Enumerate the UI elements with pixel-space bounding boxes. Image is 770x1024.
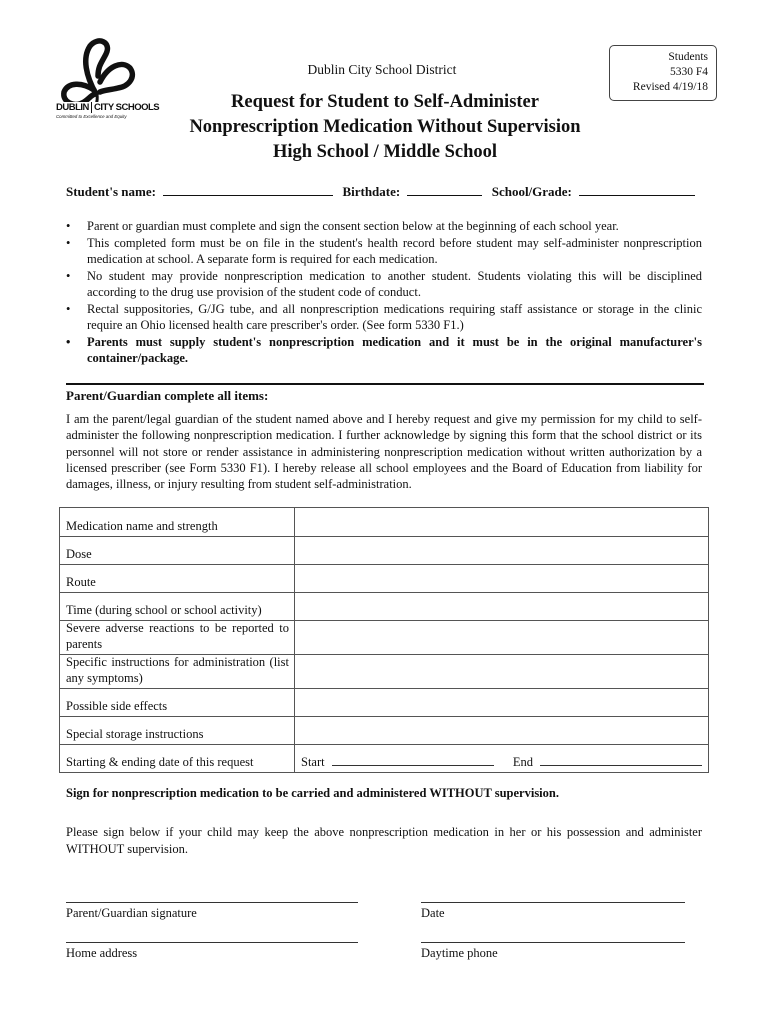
birthdate-label: Birthdate:	[342, 184, 401, 199]
date-field[interactable]	[421, 902, 685, 903]
student-name-label: Student's name:	[66, 184, 156, 199]
stamp-revised: Revised 4/19/18	[632, 81, 708, 93]
logo-wordmark-left: DUBLIN	[56, 102, 89, 113]
time-field[interactable]	[295, 593, 709, 621]
daytime-phone-label: Daytime phone	[421, 946, 498, 960]
title-line-3: High School / Middle School	[272, 142, 498, 162]
home-address-field[interactable]	[66, 942, 358, 943]
row-label: Route	[60, 565, 295, 593]
page-title	[120, 90, 650, 165]
parent-signature-label: Parent/Guardian signature	[66, 906, 197, 920]
instruction-item: • Parent or guardian must complete and sign the consent section below at the beginning of each school year.	[66, 218, 702, 235]
table-row	[60, 655, 709, 689]
row-label: Time (during school or school activity)	[60, 593, 295, 621]
table-row	[60, 593, 709, 621]
title-line-2: Nonprescription Medication Without Supervision	[189, 117, 581, 137]
instructions-field[interactable]	[295, 655, 709, 689]
student-name-field[interactable]	[163, 184, 333, 196]
route-field[interactable]	[295, 565, 709, 593]
medication-name-field[interactable]	[295, 508, 709, 537]
date-label: Date	[421, 906, 445, 920]
section-divider	[66, 383, 704, 385]
sign-section-heading: Sign for nonprescription medication to be carried and administered WITHOUT supervision.	[66, 786, 559, 800]
table-row	[60, 745, 709, 773]
school-grade-field[interactable]	[579, 184, 695, 196]
student-info-line	[66, 184, 716, 200]
sign-instruction: Please sign below if your child may keep the above nonprescription medication in her or his possession and administer WITHOUT supervision.	[66, 825, 702, 856]
row-label: Medication name and strength	[60, 508, 295, 537]
table-row	[60, 689, 709, 717]
instruction-item: • No student may provide nonprescription medication to another student. Students violating this will be disciplined according to the drug use provision of the student code of conduct.	[66, 268, 702, 301]
table-row	[60, 508, 709, 537]
instruction-item: • This completed form must be on file in the student's health record before student may self-administer nonprescription medication at school. A separate form is required for each medication.	[66, 235, 702, 268]
date-range-cell	[295, 745, 709, 773]
row-label: Possible side effects	[60, 689, 295, 717]
district-name: Dublin City School District	[307, 62, 457, 77]
row-label: Severe adverse reactions to be reported to parents	[60, 621, 295, 655]
side-effects-field[interactable]	[295, 689, 709, 717]
medication-table	[59, 507, 709, 773]
table-row	[60, 717, 709, 745]
table-row	[60, 537, 709, 565]
home-address-label: Home address	[66, 946, 138, 960]
instruction-item: • Parents must supply student's nonprescription medication and it must be in the original manufacturer's container/package.	[66, 334, 702, 367]
row-label: Starting & ending date of this request	[60, 745, 295, 773]
parent-signature-field[interactable]	[66, 902, 358, 903]
row-label: Specific instructions for administration (list any symptoms)	[60, 655, 295, 689]
end-date-field[interactable]	[540, 754, 702, 766]
end-label: End	[512, 754, 533, 769]
start-date-field[interactable]	[332, 754, 494, 766]
instructions-list	[66, 218, 702, 367]
table-row	[60, 565, 709, 593]
adverse-reactions-field[interactable]	[295, 621, 709, 655]
logo-wordmark-right: CITY SCHOOLS	[91, 102, 159, 113]
stamp-category: Students	[668, 51, 708, 63]
instruction-item: • Rectal suppositories, G/JG tube, and all nonprescription medications requiring staff assistance or storage in the clinic require an Ohio licensed health care prescriber's order. (See form 5330 F1.)	[66, 301, 702, 334]
stamp-form-number: 5330 F4	[669, 66, 708, 78]
school-grade-label: School/Grade:	[491, 184, 572, 199]
birthdate-field[interactable]	[407, 184, 482, 196]
storage-field[interactable]	[295, 717, 709, 745]
row-label: Special storage instructions	[60, 717, 295, 745]
consent-paragraph: I am the parent/legal guardian of the student named above and I hereby request and give my permission for my child to self-administer the following nonprescription medication. I further acknowledge by signing this form that the school district or its personnel will not store or render assistance in administering nonprescription medication without written authorization by a licensed prescriber (see Form 5330 F1). I hereby release all school employees and the Board of Education from liability for damages, illness, or injury resulting from student self-administration.	[66, 412, 702, 492]
logo-tagline: Committed to Excellence and Equity	[56, 114, 127, 119]
title-line-1: Request for Student to Self-Administer	[231, 92, 539, 112]
start-label: Start	[301, 754, 325, 769]
daytime-phone-field[interactable]	[421, 942, 685, 943]
row-label: Dose	[60, 537, 295, 565]
parent-section-heading: Parent/Guardian complete all items:	[66, 388, 269, 403]
dose-field[interactable]	[295, 537, 709, 565]
table-row	[60, 621, 709, 655]
